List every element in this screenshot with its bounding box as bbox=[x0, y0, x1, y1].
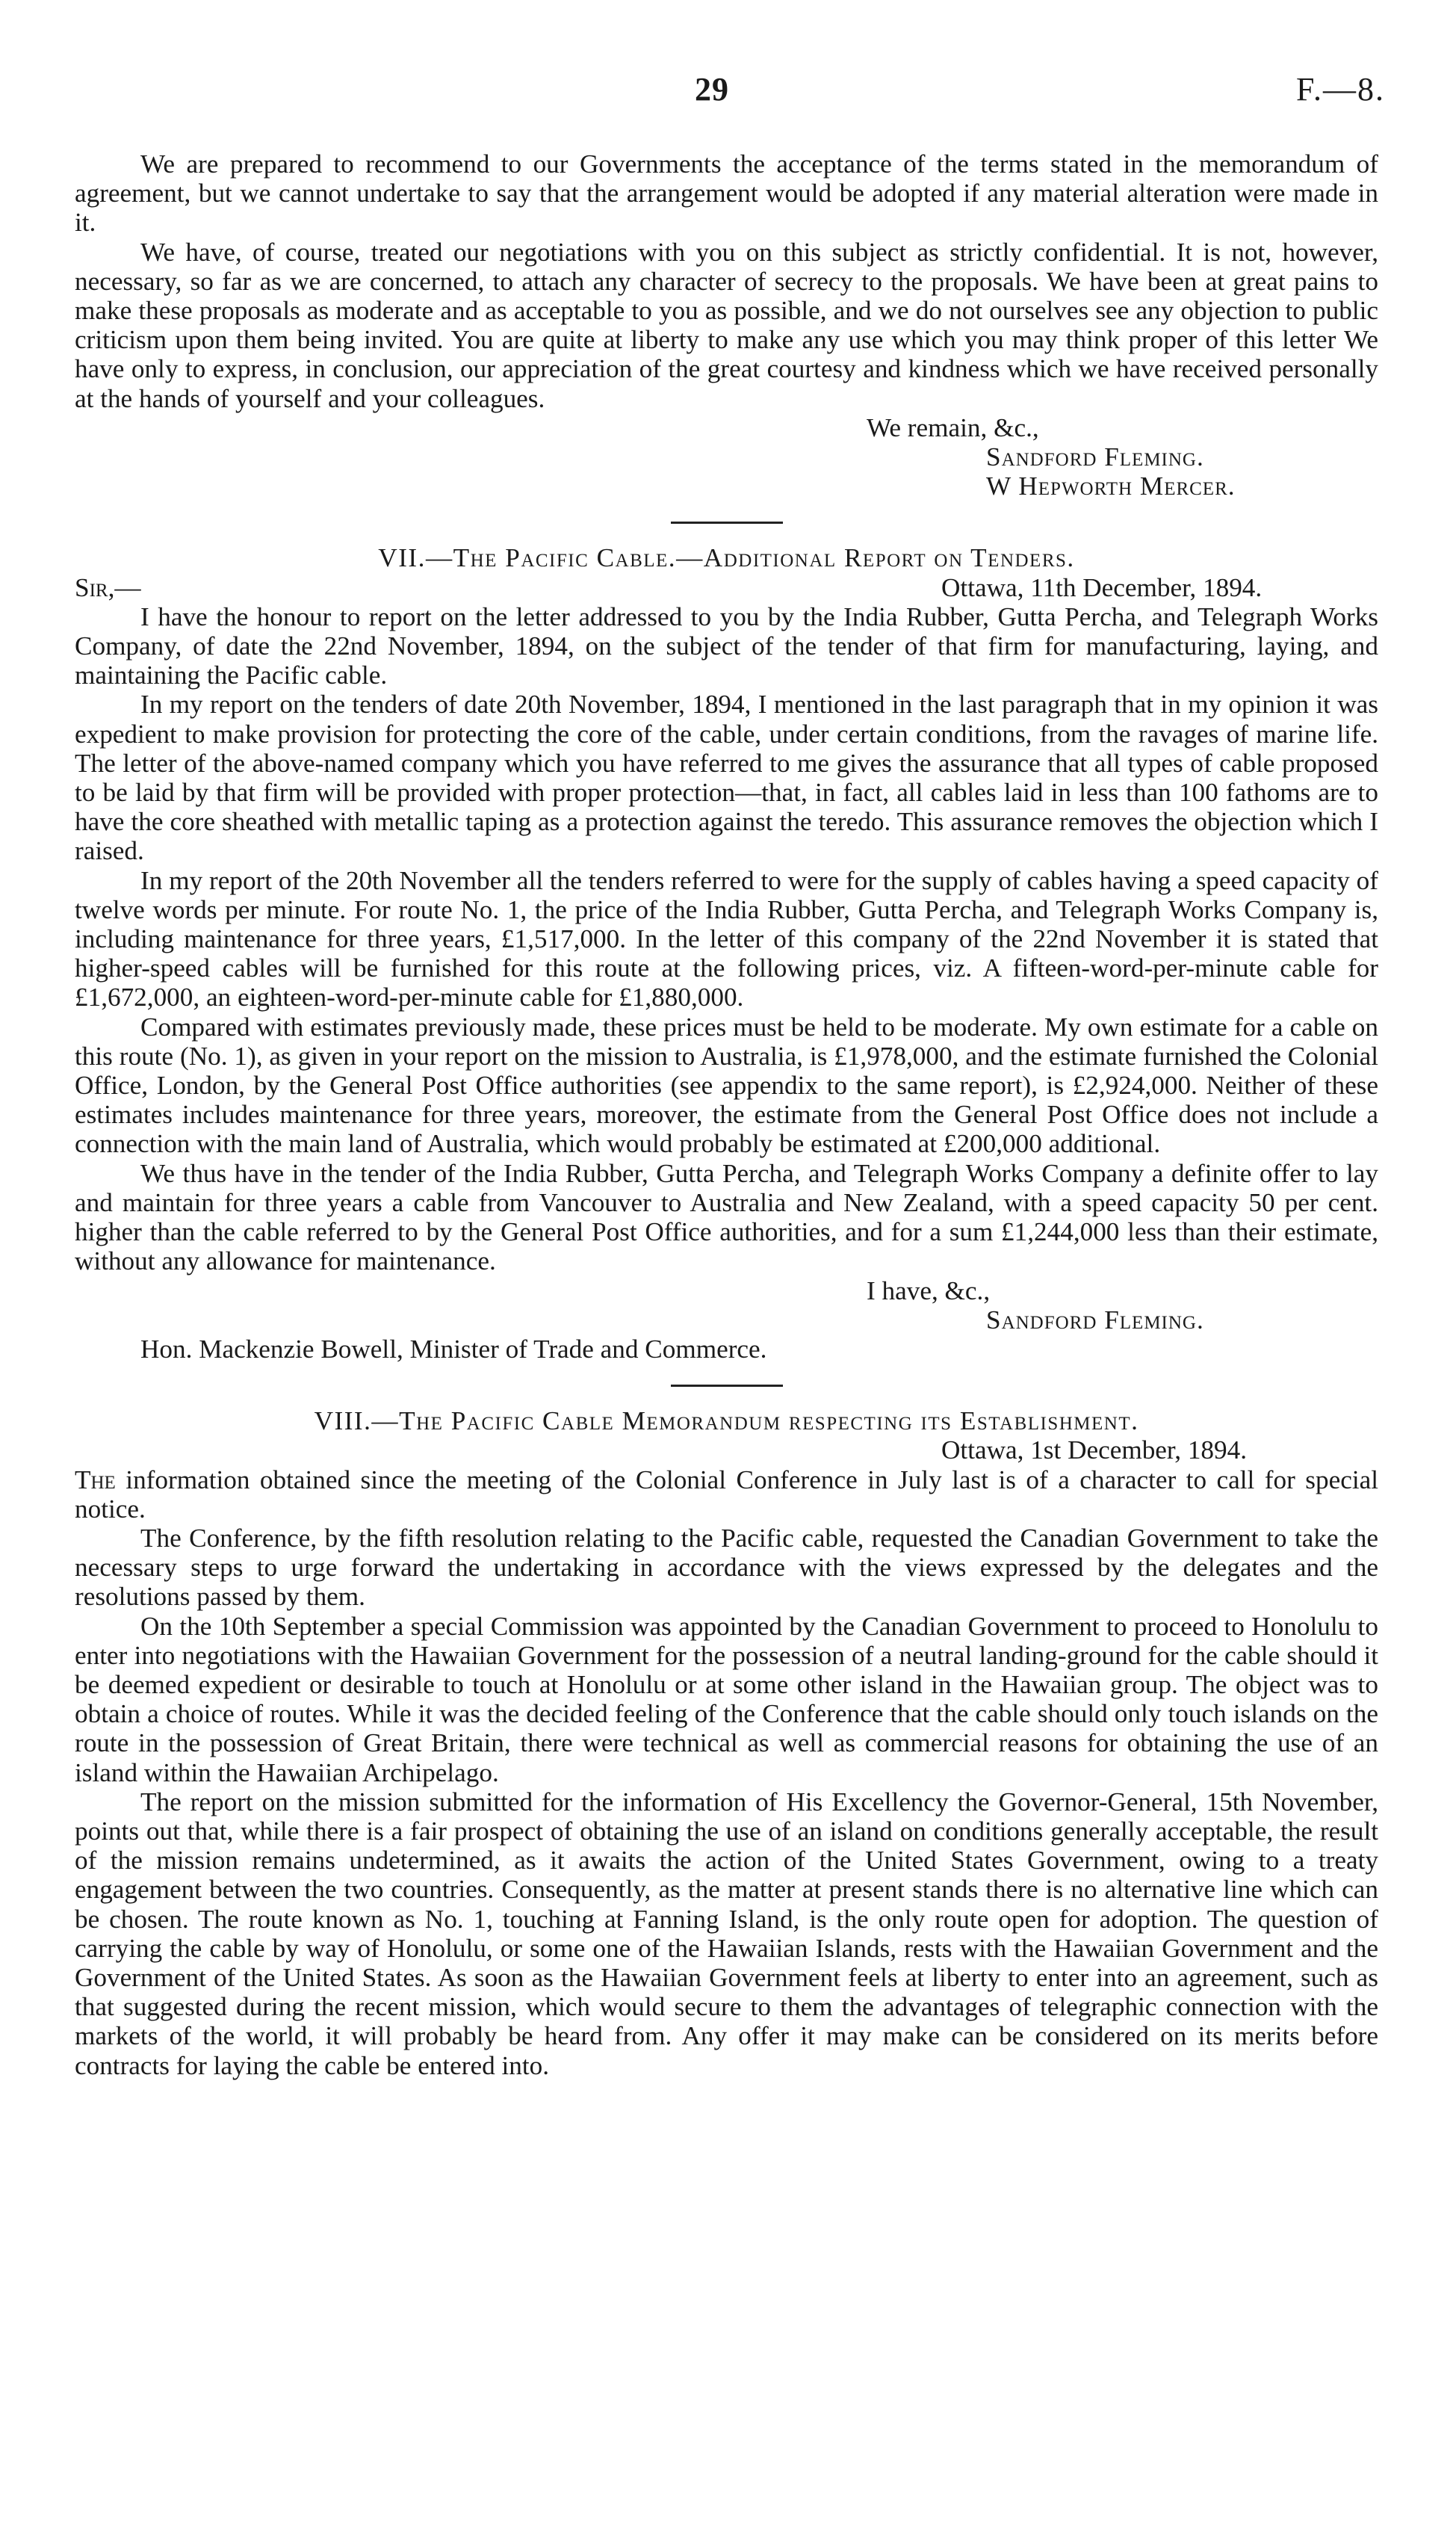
section-viii bbox=[75, 1406, 1378, 2080]
signature: W Hepworth Mercer. bbox=[986, 471, 1236, 501]
paragraph: The Conference, by the fifth resolution relating to the Pacific cable, requested the Canadian Government to take the necessary steps to urge forward the undertaking in accordance with the views expressed by the delegates and the resolutions passed by them. bbox=[75, 1523, 1378, 1612]
paragraph bbox=[75, 1465, 1378, 1524]
paragraph: In my report on the tenders of date 20th November, 1894, I mentioned in the last paragraph that in my opinion it was expedient to make provision for protecting the core of the cable, under certain conditions, from the ravages of marine life. The letter of the above-named company which you have referred to me gives the assurance that all types of cable proposed to be laid by that firm will be provided with proper protection—that, in fact, all cables laid in less than 100 fathoms are to have the core sheathed with metallic taping as a protection against the teredo. This assurance removes the objection which I raised. bbox=[75, 690, 1378, 866]
section-divider bbox=[671, 1385, 783, 1387]
paragraph: I have the honour to report on the letter addressed to you by the India Rubber, Gutta Percha, and Telegraph Works Company, of date the 22nd November, 1894, on the subject of the tender of that firm for manufacturing, laying, and maintaining the Pacific cable. bbox=[75, 602, 1378, 690]
signature: Sandford Fleming. bbox=[986, 1305, 1204, 1335]
salutation-row bbox=[75, 573, 1378, 602]
signature: Sandford Fleming. bbox=[986, 442, 1204, 472]
dateline: Ottawa, 11th December, 1894. bbox=[941, 572, 1263, 602]
dateline: Ottawa, 1st December, 1894. bbox=[941, 1435, 1247, 1465]
document-reference: F.—8. bbox=[1296, 71, 1385, 108]
section-heading: VII.—The Pacific Cable.—Additional Report on Tenders. bbox=[378, 543, 1075, 573]
paragraph: On the 10th September a special Commission was appointed by the Canadian Government to proceed to Honolulu to enter into negotiations with the Hawaiian Government for the possession of a neutral landing-ground for the cable should it be deemed expedient or desirable to touch at Honolulu or at some other island in the Hawaiian group. The object was to obtain a choice of routes. While it was the decided feeling of the Conference that the cable should only touch islands on the route in the possession of Great Britain, there were technical as well as commercial reasons for obtaining the use of an island within the Hawaiian Archipelago. bbox=[75, 1611, 1378, 1787]
letter-conclusion bbox=[75, 149, 1378, 501]
salutation: Sir,— bbox=[75, 572, 141, 602]
lead-word: The bbox=[75, 1465, 116, 1494]
paragraph: We are prepared to recommend to our Governments the acceptance of the terms stated in the memorandum of agreement, but we cannot undertake to say that the arrangement would be adopted if any material alteration were made in it. bbox=[75, 149, 1378, 238]
paragraph: We have, of course, treated our negotiations with you on this subject as strictly confidential. It is not, however, necessary, so far as we are concerned, to attach any character of secrecy to the proposals. We have been at great pains to make these proposals as moderate and as acceptable to you as possible, and we do not ourselves see any objection to public criticism upon them being invited. You are quite at liberty to make any use which you may think proper of this letter We have only to express, in conclusion, our appreciation of the great courtesy and kindness which we have received personally at the hands of yourself and your colleagues. bbox=[75, 237, 1378, 413]
paragraph-text: information obtained since the meeting of the Colonial Conference in July last is of a character to call for special notice. bbox=[75, 1465, 1378, 1524]
letter-closing: I have, &c., bbox=[867, 1275, 991, 1305]
page-header bbox=[0, 70, 1456, 123]
section-heading: VIII.—The Pacific Cable Memorandum respecting its Establishment. bbox=[314, 1406, 1139, 1436]
page-number: 29 bbox=[695, 71, 729, 108]
section-vii bbox=[75, 543, 1378, 1364]
section-divider bbox=[671, 522, 783, 524]
paragraph: We thus have in the tender of the India Rubber, Gutta Percha, and Telegraph Works Company a definite offer to lay and maintain for three years a cable from Vancouver to Australia and New Zealand, with a speed capacity 50 per cent. higher than the cable referred to by the General Post Office authorities, and for a sum £1,244,000 less than their estimate, without any allowance for maintenance. bbox=[75, 1158, 1378, 1276]
paragraph: The report on the mission submitted for the information of His Excellency the Governor-General, 15th November, points out that, while there is a fair prospect of obtaining the use of an island on conditions generally acceptable, the result of the mission remains undetermined, as it awaits the action of the United States Government, owing to a treaty engagement between the two countries. Consequently, as the matter at present stands there is no alternative line which can be chosen. The route known as No. 1, touching at Fanning Island, is the only route open for adoption. The question of carrying the cable by way of Honolulu, or some one of the Hawaiian Islands, rests with the Hawaiian Government and the Government of the United States. As soon as the Hawaiian Government feels at liberty to enter into an agreement, such as that suggested during the recent mission, which would secure to them the advantages of telegraphic connection with the markets of the world, it will probably be heard from. Any offer it may make can be considered on its merits before contracts for laying the cable be entered into. bbox=[75, 1787, 1378, 2080]
paragraph: In my report of the 20th November all the tenders referred to were for the supply of cables having a speed capacity of twelve words per minute. For route No. 1, the price of the India Rubber, Gutta Percha, and Telegraph Works Company is, including maintenance for three years, £1,517,000. In the letter of this company of the 22nd November it is stated that higher-speed cables will be furnished for this route at the following prices, viz. A fifteen-word-per-minute cable for £1,672,000, an eighteen-word-per-minute cable for £1,880,000. bbox=[75, 865, 1378, 1012]
letter-closing: We remain, &c., bbox=[867, 412, 1039, 442]
page-content bbox=[75, 149, 1378, 2080]
addressee: Hon. Mackenzie Bowell, Minister of Trade and Commerce. bbox=[140, 1334, 767, 1364]
paragraph: Compared with estimates previously made, these prices must be held to be moderate. My own estimate for a cable on this route (No. 1), as given in your report on the mission to Australia, is £1,978,000, and the estimate furnished the Colonial Office, London, by the General Post Office authorities (see appendix to the same report), is £2,924,000. Neither of these estimates includes maintenance for three years, moreover, the estimate from the General Post Office does not include a connection with the main land of Australia, which would probably be estimated at £200,000 additional. bbox=[75, 1012, 1378, 1159]
